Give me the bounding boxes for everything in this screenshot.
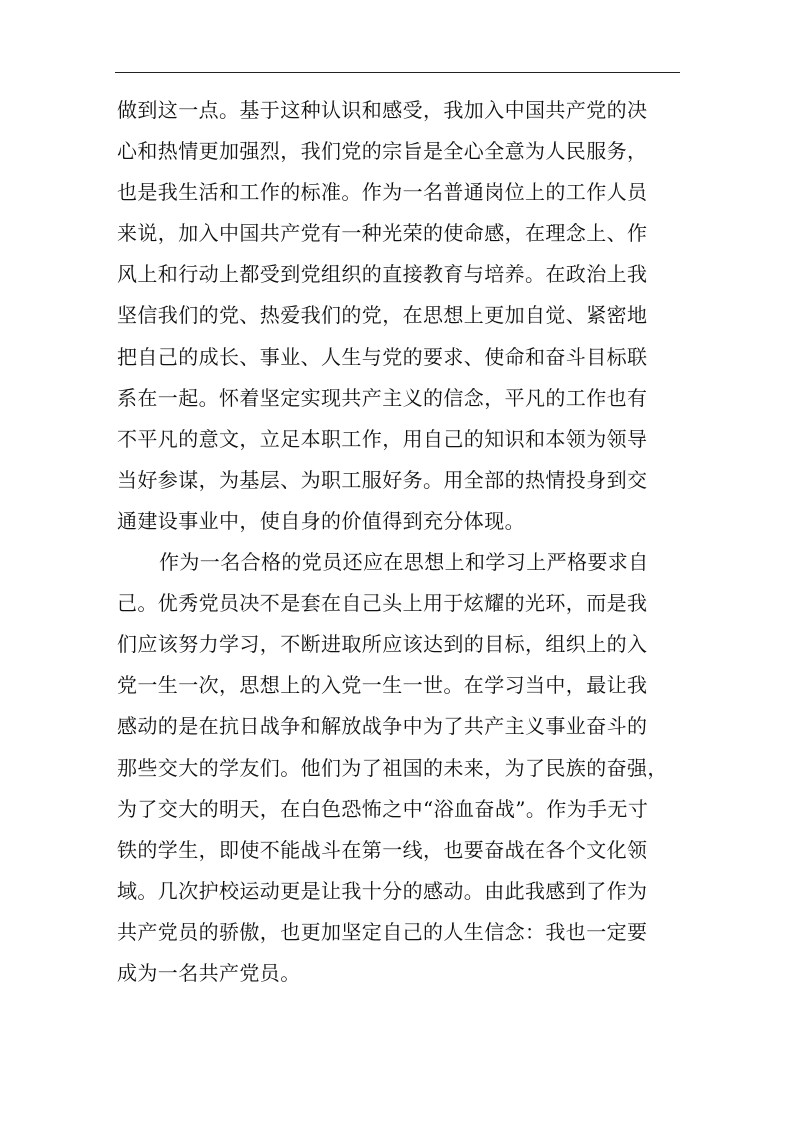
text-line: 感动的是在抗日战争和解放战争中为了共产主义事业奋斗的 [117,714,648,739]
text-line: 铁的学生，即使不能战斗在第一线，也要奋战在各个文化领 [117,837,648,862]
text-line: 当好参谋，为基层、为职工服好务。用全部的热情投身到交 [117,467,648,492]
text-line: 域。几次护校运动更是让我十分的感动。由此我感到了作为 [117,878,648,903]
text-line-first-indented: 作为一名合格的党员还应在思想上和学习上严格要求自 [159,550,649,575]
paragraph-1 [117,90,677,542]
paragraph-2 [117,542,677,994]
text-line: 来说，加入中国共产党有一种光荣的使命感，在理念上、作 [117,221,648,246]
header-rule [115,72,680,73]
text-line: 把自己的成长、事业、人生与党的要求、使命和奋斗目标联 [117,344,648,369]
text-line: 不平凡的意文，立足本职工作，用自己的知识和本领为领导 [117,426,648,451]
text-line: 己。优秀党员决不是套在自己头上用于炫耀的光环，而是我 [117,591,648,616]
text-line: 党一生一次，思想上的入党一生一世。在学习当中，最让我 [117,673,648,698]
text-line: 也是我生活和工作的标准。作为一名普通岗位上的工作人员 [117,180,648,205]
text-line: 们应该努力学习，不断进取所应该达到的目标，组织上的入 [117,632,648,657]
text-line: 风上和行动上都受到党组织的直接教育与培养。在政治上我 [117,262,648,287]
text-line: 为了交大的明天，在白色恐怖之中“浴血奋战”。作为手无寸 [117,796,649,821]
text-line: 通建设事业中，使自身的价值得到充分体现。 [117,508,525,533]
text-line: 成为一名共产党员。 [117,960,301,985]
text-line: 共产党员的骄傲，也更加坚定自己的人生信念：我也一定要 [117,919,648,944]
text-line: 那些交大的学友们。他们为了祖国的未来，为了民族的奋强， [117,755,668,780]
text-line: 心和热情更加强烈，我们党的宗旨是全心全意为人民服务， [117,139,648,164]
text-line: 坚信我们的党、热爱我们的党，在思想上更加自觉、紧密地 [117,303,648,328]
text-line: 做到这一点。基于这种认识和感受，我加入中国共产党的决 [117,98,648,122]
document-body [117,90,677,994]
text-line: 系在一起。怀着坚定实现共产主义的信念，平凡的工作也有 [117,385,648,410]
